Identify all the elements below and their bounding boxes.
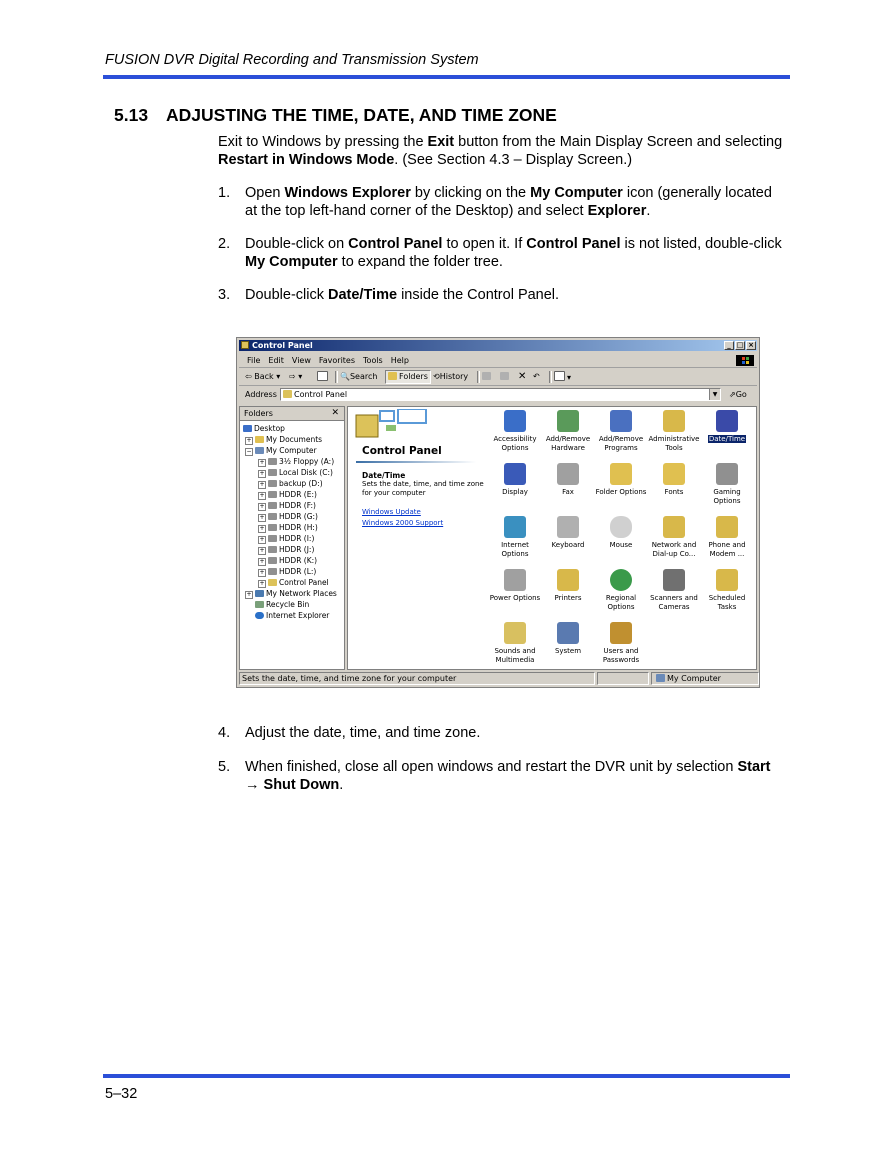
scanner-icon [663,569,685,591]
selected-item-description: Sets the date, time, and time zone for your computer [362,480,484,497]
cp-item-scheduled-tasks[interactable] [700,569,754,611]
cp-item-label: Date/Time [708,435,746,443]
cp-item-system[interactable] [541,622,595,656]
header-rule [103,75,790,79]
step-3 [218,287,788,305]
tree-item-recycle-bin[interactable] [255,599,309,610]
back-arrow-icon: ⇦ [245,372,252,381]
step-text: Double-click on [245,236,349,252]
expand-icon[interactable]: + [259,547,265,554]
folders-pane [239,406,345,670]
step-text: is not listed, double-click [620,236,782,252]
history-label: History [439,372,469,381]
tree-label: My Documents [266,435,323,444]
cp-item-mouse[interactable] [594,516,648,550]
cp-item-users-passwords[interactable] [594,622,648,664]
tree-label: HDDR (J:) [279,545,315,554]
toolbar-separator [477,371,480,383]
recycle-bin-icon [255,601,264,608]
network-icon [255,590,264,597]
hardware-icon [557,410,579,432]
cp-item-label: Keyboard [551,541,585,549]
cp-item-label: System [554,647,582,655]
step-text: When finished, close all open windows and restart the DVR unit by selection [245,759,738,775]
mouse-icon [610,516,632,538]
step-number: 1. [218,185,231,201]
window-title: Control Panel [252,341,313,350]
users-icon [610,622,632,644]
menu-favorites[interactable]: Favorites [318,356,356,365]
toolbar-separator [335,371,338,383]
tree-label: HDDR (I:) [279,534,315,543]
control-panel-content [347,406,757,670]
toolbar-separator [549,371,552,383]
up-folder-icon [317,371,328,381]
desktop-icon [243,425,252,432]
folders-pane-header [240,407,344,421]
joystick-icon [716,463,738,485]
tree-item-hddr-l[interactable] [258,566,316,577]
cp-item-label: Display [502,488,528,496]
back-button[interactable]: ⇦ Back ▾ [245,372,281,381]
step-number: 5. [218,759,231,775]
hard-drive-icon [268,502,277,509]
tree-item-my-network-places[interactable] [245,588,337,599]
step-5 [218,759,788,794]
step-bold: My Computer [530,185,623,201]
cp-item-label: Add/Remove Hardware [545,435,591,452]
hard-drive-icon [268,535,277,542]
power-plug-icon [504,569,526,591]
keyboard-icon [557,516,579,538]
forward-arrow-icon: ⇨ [289,372,296,381]
tree-item-local-disk-c[interactable] [258,467,333,478]
step-text: to open it. If [442,236,527,252]
expand-icon[interactable]: + [259,514,265,521]
tree-label: Internet Explorer [266,611,330,620]
cp-item-label: Fax [562,488,574,496]
menu-view[interactable]: View [291,356,311,365]
expand-icon[interactable]: + [259,536,265,543]
expand-icon[interactable]: + [259,558,265,565]
tree-item-hddr-i[interactable] [258,533,314,544]
expand-icon[interactable]: + [259,481,265,488]
address-value: Control Panel [294,390,348,399]
undo-icon: ↶ [533,372,540,381]
history-button[interactable] [433,371,468,383]
tree-item-floppy[interactable] [258,456,334,467]
control-panel-icon [283,390,292,398]
menu-bar [239,354,757,368]
intro-bold: Restart in Windows Mode [218,151,395,168]
cp-item-label: Network and Dial-up Co... [651,541,697,558]
tree-label: HDDR (F:) [279,501,316,510]
expand-icon[interactable]: + [259,569,265,576]
globe-icon [610,569,632,591]
step-bold: Control Panel [348,236,443,252]
step-bold: Start → Shut Down [245,759,771,793]
undo-button[interactable] [533,371,540,383]
tree-item-my-computer[interactable] [245,445,317,456]
tree-label: Recycle Bin [266,600,310,609]
fax-icon [557,463,579,485]
hard-drive-icon [268,469,277,476]
cp-item-label: Gaming Options [713,488,741,505]
step-2 [218,236,788,271]
section-title: ADJUSTING THE TIME, DATE, AND TIME ZONE [166,105,557,125]
footer-rule [103,1074,790,1078]
windows-logo-icon [736,355,754,366]
up-folder-button[interactable] [317,371,330,383]
menu-file[interactable]: File [247,356,261,365]
address-input[interactable] [280,388,721,401]
tree-item-hddr-f[interactable] [258,500,316,511]
system-computer-icon [557,622,579,644]
intro-text: button from the Main Display Screen and selecting [454,134,783,150]
forward-button[interactable]: ⇨ ▾ [289,372,303,381]
cp-item-phone-modem[interactable] [700,516,754,558]
tree-item-hddr-h[interactable] [258,522,318,533]
step-4 [218,725,788,743]
expand-icon[interactable]: + [246,437,252,444]
computer-icon [255,447,264,454]
cp-item-folder-options[interactable] [594,463,648,497]
cp-item-fax[interactable] [541,463,595,497]
cp-item-administrative-tools[interactable] [647,410,701,452]
tree-item-my-documents[interactable] [245,434,322,445]
intro-text: Exit to Windows by pressing the [218,134,428,150]
cp-item-sounds-multimedia[interactable] [488,622,542,664]
tree-label: My Computer [266,446,317,455]
step-1 [218,185,788,220]
cp-item-regional-options[interactable] [594,569,648,611]
intro-bold: Exit [427,134,455,150]
cp-item-label: Internet Options [501,541,529,558]
cp-item-printers[interactable] [541,569,595,603]
speaker-icon [504,622,526,644]
step-text: to expand the folder tree. [337,253,503,270]
hard-drive-icon [268,480,277,487]
search-button[interactable] [340,371,377,383]
go-arrow-icon: ⇗ [729,390,736,399]
expand-icon[interactable]: + [259,470,265,477]
internet-options-icon [504,516,526,538]
step-bold: Explorer [587,202,647,219]
collapse-icon[interactable]: − [246,448,252,455]
cp-item-add-remove-hardware[interactable] [541,410,595,452]
cp-item-network-dialup[interactable] [647,516,701,558]
expand-icon[interactable]: + [259,492,265,499]
cp-item-fonts[interactable] [647,463,701,497]
folders-pane-title: Folders [244,409,273,418]
step-text: Adjust the date, time, and time zone. [245,725,481,741]
printer-icon [557,569,579,591]
delete-button[interactable] [518,371,526,383]
move-to-icon [482,372,491,380]
status-text: Sets the date, time, and time zone for your computer [239,672,595,685]
address-dropdown-icon[interactable]: ▼ [709,389,720,400]
hard-drive-icon [268,524,277,531]
status-zone [651,672,759,685]
computer-icon [656,674,665,682]
go-button[interactable] [729,389,747,401]
history-icon: ⟲ [433,372,440,381]
tree-item-hddr-e[interactable] [258,489,317,500]
move-to-button[interactable] [482,371,493,383]
hard-drive-icon [268,513,277,520]
step-bold: My Computer [245,253,338,270]
folders-button[interactable] [385,370,431,384]
step-text: icon (generally located at the top left-hand corner of the Desktop) and select [245,185,772,219]
cp-item-label: Accessibility Options [493,435,537,452]
hard-drive-icon [268,568,277,575]
folder-options-icon [610,463,632,485]
menu-help[interactable]: Help [390,356,409,365]
tree-item-desktop[interactable] [243,423,285,434]
expand-icon[interactable]: + [259,580,265,587]
step-number: 4. [218,725,231,741]
status-panel [597,672,649,685]
control-panel-window [236,337,760,688]
tree-label: Desktop [254,424,285,433]
tree-label: backup (D:) [279,479,323,488]
tree-label: HDDR (K:) [279,556,318,565]
cp-item-label: Add/Remove Programs [598,435,644,452]
step-text: Double-click [245,287,328,303]
tree-label: Control Panel [279,578,329,587]
cp-item-label: Regional Options [605,594,637,611]
tree-label: HDDR (G:) [279,512,318,521]
clock-calendar-icon [716,410,738,432]
cp-item-scanners-cameras[interactable] [647,569,701,611]
folders-icon [388,372,397,380]
status-zone-label: My Computer [667,674,721,683]
accessibility-icon [504,410,526,432]
cp-item-label: Scanners and Cameras [650,594,698,611]
expand-icon[interactable]: + [259,459,265,466]
step-text: inside the Control Panel. [397,287,560,303]
folders-label: Folders [399,372,428,381]
cp-item-label: Power Options [489,594,541,602]
page-number: 5–32 [105,1086,138,1102]
cp-item-display[interactable] [488,463,542,497]
cp-item-power-options[interactable] [488,569,542,603]
cp-item-label: Mouse [609,541,633,549]
hard-drive-icon [268,546,277,553]
cp-item-internet-options[interactable] [488,516,542,558]
tree-label: 3½ Floppy (A:) [279,457,335,466]
step-text: by clicking on the [410,185,531,201]
cp-item-label: Printers [554,594,582,602]
tree-item-hddr-g[interactable] [258,511,318,522]
search-label: Search [349,372,378,381]
cp-item-gaming-options[interactable] [700,463,754,505]
tree-item-hddr-k[interactable] [258,555,317,566]
internet-explorer-icon [255,612,264,619]
step-bold: Control Panel [526,236,621,252]
cp-item-label: Phone and Modem ... [708,541,746,558]
expand-icon[interactable]: + [246,591,252,598]
go-label: Go [735,390,747,399]
cp-item-label: Scheduled Tasks [708,594,746,611]
windows-2000-support-link[interactable]: Windows 2000 Support [362,519,444,527]
maximize-button[interactable]: □ [736,341,744,349]
tree-item-hddr-j[interactable] [258,544,314,555]
control-panel-icon [268,579,277,586]
menu-tools[interactable]: Tools [363,356,383,365]
intro-text: . (See Section 4.3 – Display Screen.) [394,151,633,168]
cp-item-label: Fonts [664,488,684,496]
hard-drive-icon [268,557,277,564]
tree-item-backup-d[interactable] [258,478,323,489]
cp-item-add-remove-programs[interactable] [594,410,648,452]
cp-item-label: Administrative Tools [648,435,700,452]
scheduled-tasks-icon [716,569,738,591]
step-bold: Date/Time [328,287,398,303]
windows-update-link[interactable]: Windows Update [362,508,421,516]
running-header: FUSION DVR Digital Recording and Transmission System [105,52,479,68]
cp-item-date-time[interactable] [700,410,754,444]
expand-icon[interactable]: + [259,503,265,510]
cp-item-label: Sounds and Multimedia [494,647,536,664]
address-label: Address [245,390,277,399]
tree-item-internet-explorer[interactable] [255,610,329,621]
status-bar [239,672,757,685]
back-label: Back [254,372,274,381]
expand-icon[interactable]: + [259,525,265,532]
minimize-button[interactable]: _ [724,341,734,350]
cp-item-keyboard[interactable] [541,516,595,550]
views-icon [554,371,565,381]
views-button[interactable]: ▾ [554,371,571,383]
display-icon [504,463,526,485]
intro-paragraph [218,134,788,169]
control-panel-icon [241,341,249,349]
step-text: Open [245,185,285,201]
administrative-tools-icon [663,410,685,432]
programs-icon [610,410,632,432]
section-heading [114,105,557,126]
tree-label: HDDR (E:) [279,490,317,499]
control-panel-banner-graphic [352,409,432,443]
step-bold: Windows Explorer [284,185,411,201]
menu-edit[interactable]: Edit [268,356,284,365]
copy-to-icon [500,372,509,380]
floppy-drive-icon [268,458,277,465]
step-text: . [339,776,344,793]
close-pane-icon[interactable]: ✕ [331,408,339,418]
cp-item-accessibility-options[interactable] [488,410,542,452]
hard-drive-icon [268,491,277,498]
delete-icon: ✕ [518,371,527,382]
step-text: . [646,202,651,219]
cp-item-label: Users and Passwords [602,647,640,664]
panel-title: Control Panel [362,445,442,457]
tree-label: My Network Places [266,589,337,598]
window-titlebar [239,340,757,351]
address-bar [239,387,757,403]
selected-item-title: Date/Time [362,471,406,480]
section-number: 5.13 [114,105,149,125]
search-icon: 🔍 [340,372,350,381]
step-number: 3. [218,287,231,303]
step-number: 2. [218,236,231,252]
tree-label: Local Disk (C:) [279,468,333,477]
copy-to-button[interactable] [500,371,511,383]
tree-item-control-panel[interactable] [258,577,329,588]
panel-title-underline [356,461,476,463]
fonts-icon [663,463,685,485]
folder-icon [255,436,264,443]
close-button[interactable]: × [746,341,756,350]
network-connections-icon [663,516,685,538]
tree-label: HDDR (H:) [279,523,318,532]
phone-icon [716,516,738,538]
tree-label: HDDR (L:) [279,567,317,576]
cp-item-label: Folder Options [595,488,647,496]
toolbar [239,369,757,386]
